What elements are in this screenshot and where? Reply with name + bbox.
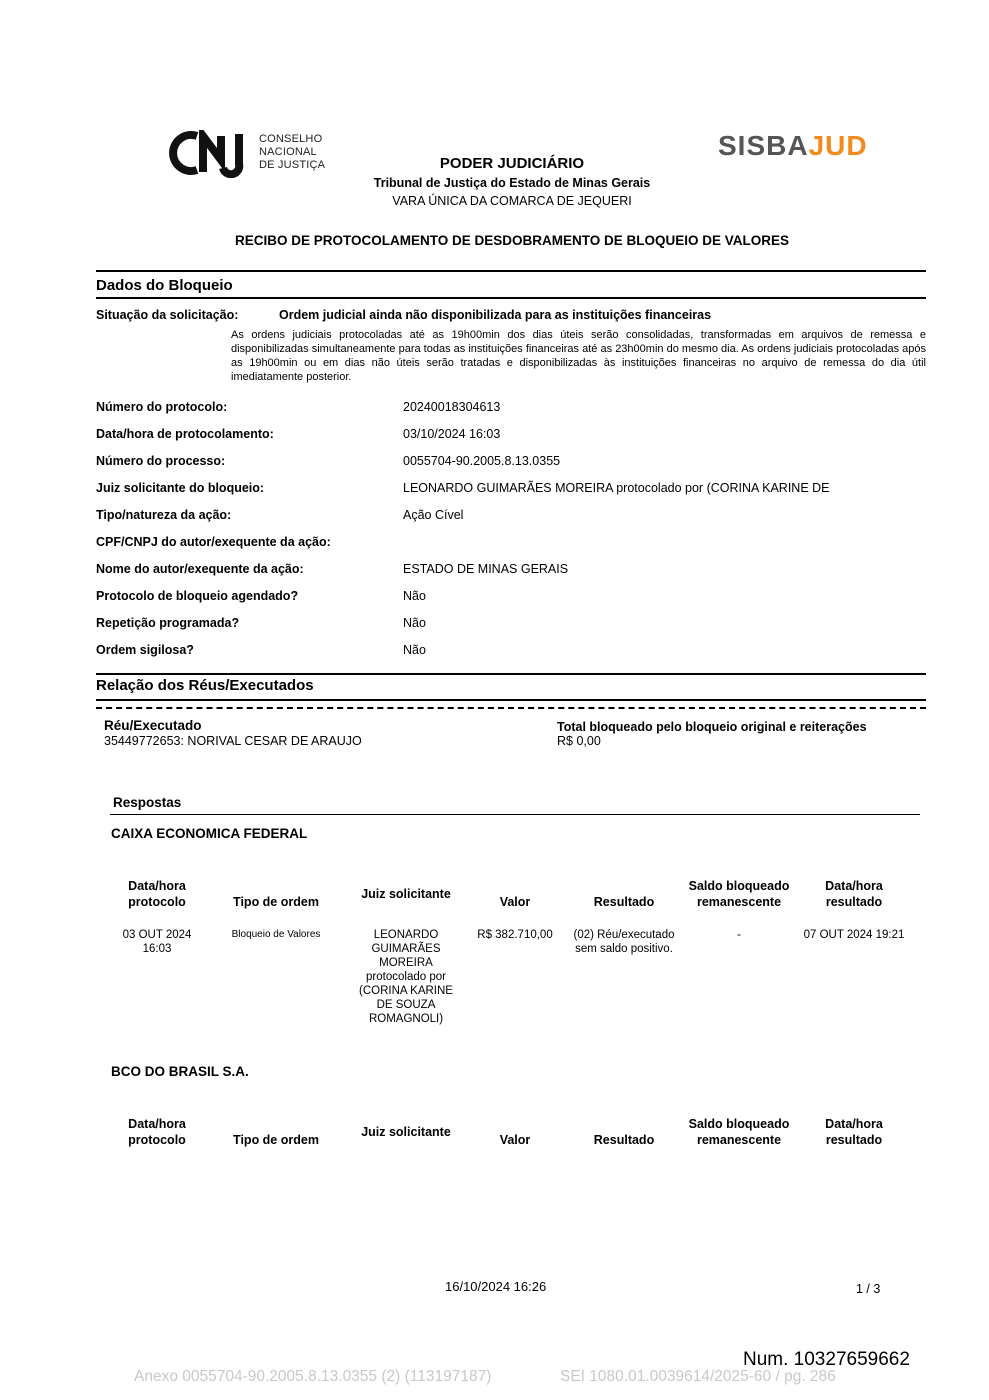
cnj-line-1: CONSELHO [259, 133, 323, 145]
respostas-rule [110, 814, 920, 815]
footer-datetime: 16/10/2024 16:26 [445, 1279, 547, 1294]
col-header-saldo: Saldo bloqueado remanescente [688, 1117, 790, 1147]
cell-tipo: Bloqueio de Valores [231, 929, 321, 940]
col-header-valor: Valor [499, 895, 531, 909]
field-label: Data/hora de protocolamento: [96, 427, 274, 441]
section-title-reus: Relação dos Réus/Executados [96, 677, 314, 694]
field-value: 20240018304613 [403, 400, 501, 414]
sisbajud-logo-part1: SISBA [718, 130, 809, 161]
field-value: 03/10/2024 16:03 [403, 427, 501, 441]
situacao-label: Situação da solicitação: [96, 308, 239, 322]
field-label: CPF/CNPJ do autor/exequente da ação: [96, 535, 331, 549]
bank-name: BCO DO BRASIL S.A. [111, 1064, 249, 1079]
dashed-divider [96, 707, 926, 709]
field-value: ESTADO DE MINAS GERAIS [403, 562, 569, 576]
field-label: Tipo/natureza da ação: [96, 508, 232, 522]
col-header-data-protocolo: Data/hora protocolo [128, 1117, 186, 1147]
field-value: LEONARDO GUIMARÃES MOREIRA protocolado por (CORINA KARINE DE [403, 481, 830, 495]
total-value: R$ 0,00 [557, 734, 601, 748]
field-label: Juiz solicitante do bloqueio: [96, 481, 265, 495]
field-value: Não [403, 616, 426, 630]
cnj-line-3: DE JUSTIÇA [259, 159, 326, 171]
reu-value: 35449772653: NORIVAL CESAR DE ARAUJO [104, 734, 362, 748]
field-value: 0055704-90.2005.8.13.0355 [403, 454, 561, 468]
cell-data-protocolo: 03 OUT 2024 16:03 [122, 929, 192, 955]
total-header: Total bloqueado pelo bloqueio original e reiterações [557, 720, 867, 734]
page-number: 1 / 3 [856, 1282, 881, 1296]
document-number: Num. 10327659662 [743, 1349, 910, 1370]
header-tribunal: Tribunal de Justiça do Estado de Minas Gerais [373, 176, 651, 190]
field-label: Nome do autor/exequente da ação: [96, 562, 304, 576]
cnj-line-2: NACIONAL [259, 146, 317, 158]
col-header-saldo: Saldo bloqueado remanescente [688, 879, 790, 909]
col-header-juiz: Juiz solicitante [361, 1125, 451, 1139]
field-label: Protocolo de bloqueio agendado? [96, 589, 299, 603]
section-title-bloqueio: Dados do Bloqueio [96, 277, 233, 294]
field-label: Número do processo: [96, 454, 226, 468]
sei-watermark: SEI 1080.01.0039614/2025-60 / pg. 286 [560, 1368, 836, 1385]
section-rule-bottom [96, 297, 926, 299]
cell-data-resultado: 07 OUT 2024 19:21 [803, 929, 905, 941]
sisbajud-logo-part2: JUD [808, 130, 868, 161]
cell-saldo: - [737, 929, 741, 941]
section-rule-top [96, 270, 926, 272]
col-header-valor: Valor [499, 1133, 531, 1147]
section-rule-bottom [96, 699, 926, 701]
field-label: Ordem sigilosa? [96, 643, 194, 657]
situacao-note: As ordens judiciais protocoladas até as 19h00min dos dias úteis serão consolidadas, transformadas em arquivos de remessa e disponibilizadas simultaneamente para todas as instituições financeiras até as 23h00min do mesmo dia. As ordens judiciais protocoladas após as 19h00min ou em dias não úteis serão tratadas e disponibilizadas às instituições financeiras no arquivo de remessa do dia útil imediatamente posterior. [231, 329, 926, 383]
field-label: Número do protocolo: [96, 400, 228, 414]
document-title: RECIBO DE PROTOCOLAMENTO DE DESDOBRAMENTO DE BLOQUEIO DE VALORES [234, 233, 790, 248]
bank-name: CAIXA ECONOMICA FEDERAL [111, 826, 308, 841]
header-vara: VARA ÚNICA DA COMARCA DE JEQUERI [392, 194, 632, 208]
col-header-resultado: Resultado [593, 1133, 655, 1147]
col-header-data-resultado: Data/hora resultado [825, 879, 883, 909]
col-header-tipo: Tipo de ordem [233, 1133, 319, 1147]
col-header-juiz: Juiz solicitante [361, 887, 451, 901]
respostas-title: Respostas [113, 795, 182, 810]
col-header-resultado: Resultado [593, 895, 655, 909]
cell-juiz: LEONARDO GUIMARÃES MOREIRA protocolado por (CORINA KARINE DE SOUZA ROMAGNOLI) [359, 929, 453, 1025]
col-header-data-resultado: Data/hora resultado [825, 1117, 883, 1147]
col-header-data-protocolo: Data/hora protocolo [128, 879, 186, 909]
anexo-watermark: Anexo 0055704-90.2005.8.13.0355 (2) (113197187) [134, 1368, 492, 1385]
col-header-tipo: Tipo de ordem [233, 895, 319, 909]
situacao-value: Ordem judicial ainda não disponibilizada para as instituições financeiras [279, 308, 712, 322]
header-title: PODER JUDICIÁRIO [439, 155, 585, 172]
cell-resultado: (02) Réu/executado sem saldo positivo. [573, 929, 675, 955]
reu-header: Réu/Executado [104, 718, 202, 733]
cell-valor: R$ 382.710,00 [477, 929, 553, 941]
field-label: Repetição programada? [96, 616, 240, 630]
section-rule-top [96, 673, 926, 675]
field-value: Ação Cível [403, 508, 464, 522]
field-value: Não [403, 643, 426, 657]
field-value: Não [403, 589, 426, 603]
